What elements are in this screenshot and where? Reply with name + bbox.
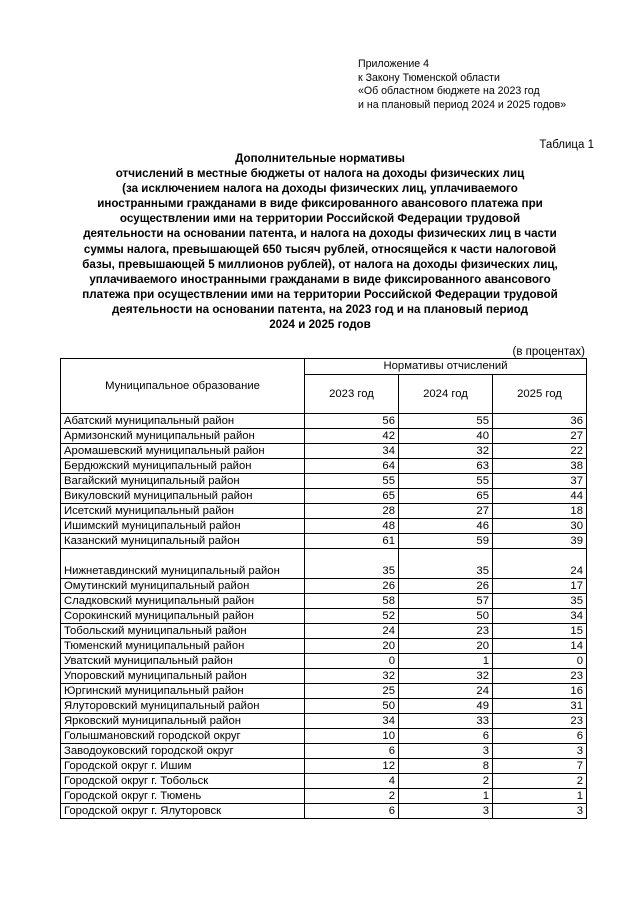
value-2025-cell: 35 bbox=[493, 594, 587, 609]
table-row bbox=[61, 759, 587, 774]
municipality-cell: Сорокинский муниципальный район bbox=[61, 609, 305, 624]
value-2025-cell: 18 bbox=[493, 504, 587, 519]
municipality-cell: Казанский муниципальный район bbox=[61, 534, 305, 549]
title-line: суммы налога, превышающей 650 тысяч рублей, относящейся к части налоговой bbox=[83, 242, 557, 256]
value-2025-cell: 37 bbox=[493, 474, 587, 489]
table-row bbox=[61, 489, 587, 504]
value-2023-cell: 64 bbox=[305, 459, 399, 474]
municipality-cell: Городской округ г. Ялуторовск bbox=[61, 804, 305, 819]
appendix-line: и на плановый период 2024 и 2025 годов» bbox=[358, 98, 567, 111]
norms-table bbox=[60, 358, 587, 819]
table-row bbox=[61, 534, 587, 549]
municipality-cell: Юргинский муниципальный район bbox=[61, 684, 305, 699]
municipality-cell: Тобольский муниципальный район bbox=[61, 624, 305, 639]
header-norms-group: Нормативы отчислений bbox=[305, 359, 587, 375]
title-line: платежа при осуществлении ими на территории Российской Федерации трудовой bbox=[82, 287, 558, 301]
value-2024-cell: 26 bbox=[399, 579, 493, 594]
value-2023-cell: 65 bbox=[305, 489, 399, 504]
value-2023-cell: 4 bbox=[305, 774, 399, 789]
value-2023-cell: 32 bbox=[305, 669, 399, 684]
value-2025-cell: 38 bbox=[493, 459, 587, 474]
table-row bbox=[61, 549, 587, 579]
table-row bbox=[61, 639, 587, 654]
municipality-cell: Армизонский муниципальный район bbox=[61, 429, 305, 444]
value-2023-cell: 0 bbox=[305, 654, 399, 669]
table-row bbox=[61, 594, 587, 609]
table-row bbox=[61, 699, 587, 714]
value-2024-cell: 55 bbox=[399, 414, 493, 429]
municipality-cell: Заводоуковский городской округ bbox=[61, 744, 305, 759]
value-2023-cell: 34 bbox=[305, 714, 399, 729]
value-2024-cell: 57 bbox=[399, 594, 493, 609]
value-2024-cell: 35 bbox=[399, 549, 493, 579]
header-year-2025: 2025 год bbox=[493, 374, 587, 413]
value-2023-cell: 10 bbox=[305, 729, 399, 744]
value-2024-cell: 40 bbox=[399, 429, 493, 444]
table-row bbox=[61, 504, 587, 519]
title-line: отчислений в местные бюджеты от налога на доходы физических лиц bbox=[115, 167, 525, 181]
table-row bbox=[61, 429, 587, 444]
value-2024-cell: 1 bbox=[399, 789, 493, 804]
value-2025-cell: 39 bbox=[493, 534, 587, 549]
municipality-cell: Абатский муниципальный район bbox=[61, 414, 305, 429]
municipality-cell: Вагайский муниципальный район bbox=[61, 474, 305, 489]
value-2023-cell: 42 bbox=[305, 429, 399, 444]
value-2025-cell: 17 bbox=[493, 579, 587, 594]
table-row bbox=[61, 414, 587, 429]
value-2024-cell: 65 bbox=[399, 489, 493, 504]
title-line: иностранными гражданами в виде фиксированного авансового платежа при bbox=[97, 197, 543, 211]
municipality-cell: Исетский муниципальный район bbox=[61, 504, 305, 519]
value-2023-cell: 52 bbox=[305, 609, 399, 624]
value-2025-cell: 16 bbox=[493, 684, 587, 699]
value-2024-cell: 27 bbox=[399, 504, 493, 519]
title-line: Дополнительные нормативы bbox=[235, 152, 405, 165]
value-2024-cell: 32 bbox=[399, 669, 493, 684]
appendix-line: «Об областном бюджете на 2023 год bbox=[358, 85, 540, 98]
value-2025-cell: 1 bbox=[493, 789, 587, 804]
municipality-cell: Ярковский муниципальный район bbox=[61, 714, 305, 729]
table-body bbox=[61, 414, 587, 819]
value-2024-cell: 3 bbox=[399, 804, 493, 819]
units-note: (в процентах) bbox=[512, 346, 585, 358]
title-line: (за исключением налога на доходы физических лиц, уплачиваемого bbox=[122, 182, 518, 196]
municipality-cell: Упоровский муниципальный район bbox=[61, 669, 305, 684]
value-2023-cell: 2 bbox=[305, 789, 399, 804]
value-2023-cell: 6 bbox=[305, 804, 399, 819]
value-2023-cell: 58 bbox=[305, 594, 399, 609]
value-2024-cell: 33 bbox=[399, 714, 493, 729]
municipality-cell: Ялуторовский муниципальный район bbox=[61, 699, 305, 714]
value-2025-cell: 3 bbox=[493, 804, 587, 819]
table-row bbox=[61, 669, 587, 684]
municipality-cell: Аромашевский муниципальный район bbox=[61, 444, 305, 459]
municipality-cell: Городской округ г. Тюмень bbox=[61, 789, 305, 804]
value-2025-cell: 22 bbox=[493, 444, 587, 459]
municipality-cell: Омутинский муниципальный район bbox=[61, 579, 305, 594]
table-row bbox=[61, 789, 587, 804]
value-2025-cell: 2 bbox=[493, 774, 587, 789]
table-row bbox=[61, 714, 587, 729]
value-2024-cell: 24 bbox=[399, 684, 493, 699]
value-2023-cell: 26 bbox=[305, 579, 399, 594]
value-2025-cell: 24 bbox=[493, 549, 587, 579]
municipality-cell: Бердюжский муниципальный район bbox=[61, 459, 305, 474]
value-2024-cell: 59 bbox=[399, 534, 493, 549]
title-line: осуществлении ими на территории Российской Федерации трудовой bbox=[119, 212, 521, 226]
title-line: деятельности на основании патента, и налога на доходы физических лиц в части bbox=[83, 227, 557, 241]
value-2024-cell: 49 bbox=[399, 699, 493, 714]
municipality-cell: Голышмановский городской округ bbox=[61, 729, 305, 744]
value-2023-cell: 12 bbox=[305, 759, 399, 774]
value-2023-cell: 34 bbox=[305, 444, 399, 459]
value-2025-cell: 27 bbox=[493, 429, 587, 444]
value-2024-cell: 6 bbox=[399, 729, 493, 744]
appendix-line: к Закону Тюменской области bbox=[358, 71, 500, 84]
value-2024-cell: 23 bbox=[399, 624, 493, 639]
value-2025-cell: 34 bbox=[493, 609, 587, 624]
value-2024-cell: 50 bbox=[399, 609, 493, 624]
appendix-line: Приложение 4 bbox=[358, 58, 429, 70]
value-2025-cell: 23 bbox=[493, 714, 587, 729]
table-row bbox=[61, 804, 587, 819]
value-2023-cell: 55 bbox=[305, 474, 399, 489]
table-row bbox=[61, 579, 587, 594]
value-2025-cell: 31 bbox=[493, 699, 587, 714]
table-row bbox=[61, 729, 587, 744]
value-2025-cell: 30 bbox=[493, 519, 587, 534]
document-title bbox=[40, 151, 600, 332]
value-2023-cell: 20 bbox=[305, 639, 399, 654]
value-2025-cell: 3 bbox=[493, 744, 587, 759]
municipality-cell: Городской округ г. Тобольск bbox=[61, 774, 305, 789]
value-2024-cell: 46 bbox=[399, 519, 493, 534]
table-row bbox=[61, 624, 587, 639]
value-2023-cell: 35 bbox=[305, 549, 399, 579]
value-2024-cell: 32 bbox=[399, 444, 493, 459]
municipality-cell: Викуловский муниципальный район bbox=[61, 489, 305, 504]
value-2025-cell: 6 bbox=[493, 729, 587, 744]
value-2025-cell: 7 bbox=[493, 759, 587, 774]
municipality-cell: Уватский муниципальный район bbox=[61, 654, 305, 669]
value-2024-cell: 1 bbox=[399, 654, 493, 669]
title-line: уплачиваемого иностранными гражданами в виде фиксированного авансового bbox=[89, 272, 551, 286]
header-year-2023: 2023 год bbox=[305, 374, 399, 413]
value-2023-cell: 25 bbox=[305, 684, 399, 699]
value-2025-cell: 36 bbox=[493, 414, 587, 429]
table-number: Таблица 1 bbox=[539, 139, 594, 151]
value-2025-cell: 44 bbox=[493, 489, 587, 504]
title-line: базы, превышающей 5 миллионов рублей), от налога на доходы физических лиц, bbox=[82, 257, 558, 271]
value-2025-cell: 15 bbox=[493, 624, 587, 639]
title-line: деятельности на основании патента, на 2023 год и на плановый период bbox=[112, 302, 528, 316]
table-row bbox=[61, 609, 587, 624]
municipality-cell: Городской округ г. Ишим bbox=[61, 759, 305, 774]
value-2023-cell: 48 bbox=[305, 519, 399, 534]
header-year-2024: 2024 год bbox=[399, 374, 493, 413]
value-2023-cell: 61 bbox=[305, 534, 399, 549]
value-2023-cell: 50 bbox=[305, 699, 399, 714]
municipality-cell: Нижнетавдинский муниципальный район bbox=[61, 549, 305, 579]
table-row bbox=[61, 444, 587, 459]
value-2023-cell: 24 bbox=[305, 624, 399, 639]
value-2024-cell: 3 bbox=[399, 744, 493, 759]
value-2024-cell: 8 bbox=[399, 759, 493, 774]
header-municipality: Муниципальное образование bbox=[61, 359, 305, 414]
municipality-cell: Тюменский муниципальный район bbox=[61, 639, 305, 654]
value-2023-cell: 6 bbox=[305, 744, 399, 759]
table-row bbox=[61, 774, 587, 789]
value-2025-cell: 0 bbox=[493, 654, 587, 669]
value-2023-cell: 56 bbox=[305, 414, 399, 429]
table-row bbox=[61, 519, 587, 534]
value-2023-cell: 28 bbox=[305, 504, 399, 519]
value-2024-cell: 2 bbox=[399, 774, 493, 789]
appendix-header bbox=[358, 58, 566, 112]
table-row bbox=[61, 459, 587, 474]
municipality-cell: Сладковский муниципальный район bbox=[61, 594, 305, 609]
value-2025-cell: 23 bbox=[493, 669, 587, 684]
value-2024-cell: 55 bbox=[399, 474, 493, 489]
table-row bbox=[61, 474, 587, 489]
title-line: 2024 и 2025 годов bbox=[269, 318, 371, 332]
table-row bbox=[61, 684, 587, 699]
value-2025-cell: 14 bbox=[493, 639, 587, 654]
table-row bbox=[61, 654, 587, 669]
value-2024-cell: 20 bbox=[399, 639, 493, 654]
municipality-cell: Ишимский муниципальный район bbox=[61, 519, 305, 534]
table-row bbox=[61, 744, 587, 759]
value-2024-cell: 63 bbox=[399, 459, 493, 474]
